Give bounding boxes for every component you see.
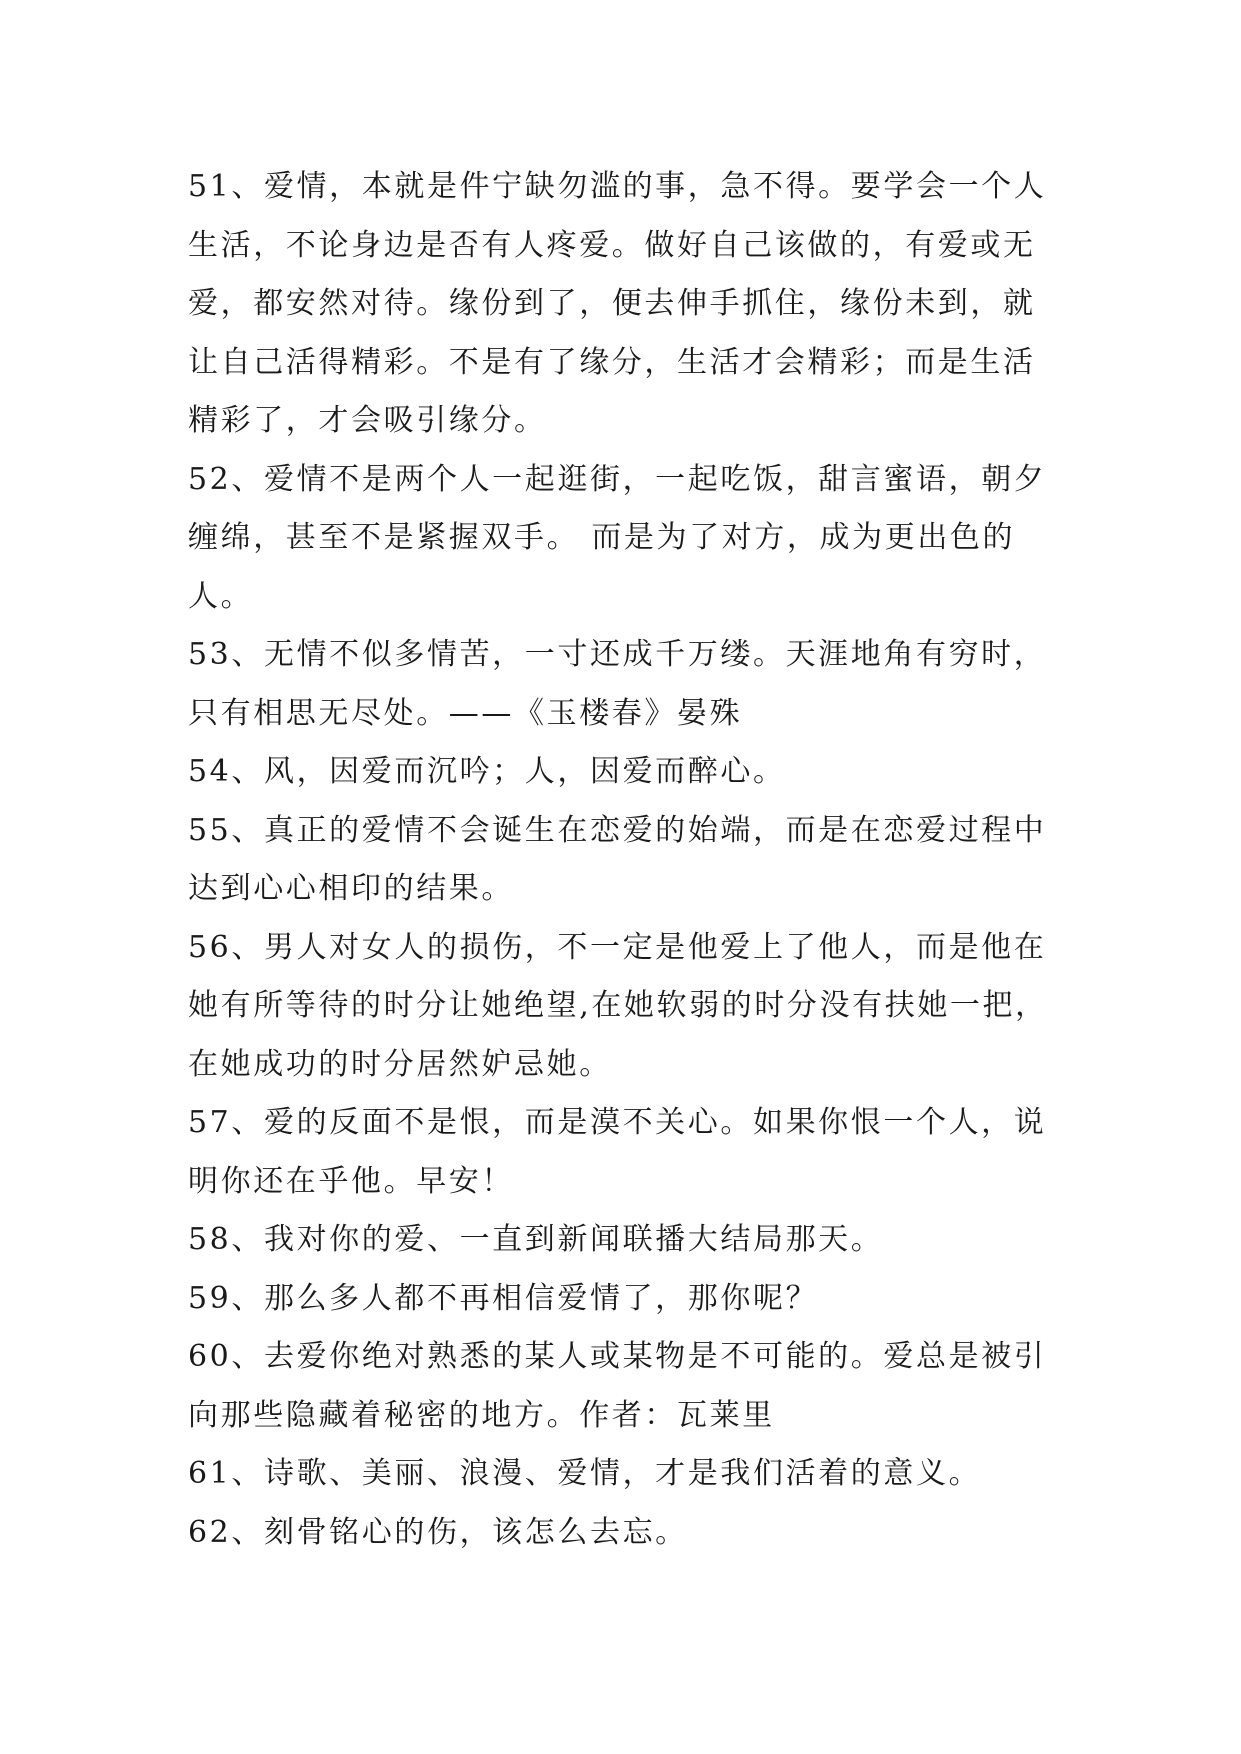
text-line: 向那些隐藏着秘密的地方。作者：瓦莱里	[188, 1397, 775, 1433]
text-line: 缠绵，甚至不是紧握双手。 而是为了对方，成为更出色的	[188, 520, 1016, 555]
entry-57	[188, 1094, 1068, 1211]
text-line: 人。	[188, 578, 254, 614]
document-body	[188, 158, 1068, 1562]
text-line: 52、爱情不是两个人一起逛街，一起吃饭，甜言蜜语，朝夕	[188, 461, 1047, 497]
text-line: 54、风，因爱而沉吟；人，因爱而醉心。	[188, 754, 786, 789]
entry-62	[188, 1504, 1068, 1563]
text-line: 爱，都安然对待。缘份到了，便去伸手抓住，缘份未到，就	[188, 286, 1036, 321]
entry-60	[188, 1328, 1068, 1445]
text-line: 55、真正的爱情不会诞生在恋爱的始端，而是在恋爱过程中	[188, 812, 1047, 848]
text-line: 在她成功的时分居然妒忌她。	[188, 1046, 612, 1082]
text-line: 56、男人对女人的损伤，不一定是他爱上了他人，而是他在	[188, 929, 1047, 965]
entry-53	[188, 626, 1068, 743]
entry-51	[188, 158, 1068, 451]
text-line: 只有相思无尽处。——《玉楼春》晏殊	[188, 695, 743, 731]
text-line: 62、刻骨铭心的伤，该怎么去忘。	[188, 1514, 688, 1550]
text-line: 60、去爱你绝对熟悉的某人或某物是不可能的。爱总是被引	[188, 1339, 1047, 1374]
text-line: 达到心心相印的结果。	[188, 871, 514, 906]
text-line: 59、那么多人都不再相信爱情了，那你呢？	[188, 1280, 819, 1316]
text-line: 精彩了，才会吸引缘分。	[188, 403, 547, 438]
entry-61	[188, 1445, 1068, 1504]
text-line: 53、无情不似多情苦，一寸还成千万缕。天涯地角有穷时，	[188, 637, 1047, 672]
text-line: 生活，不论身边是否有人疼爱。做好自己该做的，有爱或无	[188, 227, 1036, 263]
entry-54	[188, 743, 1068, 802]
text-line: 51、爱情，本就是件宁缺勿滥的事，急不得。要学会一个人	[188, 169, 1047, 204]
entry-56	[188, 919, 1068, 1095]
text-line: 她有所等待的时分让她绝望,在她软弱的时分没有扶她一把，	[188, 988, 1048, 1023]
text-line: 明你还在乎他。早安！	[188, 1163, 514, 1199]
entry-52	[188, 451, 1068, 627]
text-line: 61、诗歌、美丽、浪漫、爱情，才是我们活着的意义。	[188, 1456, 982, 1491]
text-line: 57、爱的反面不是恨，而是漠不关心。如果你恨一个人，说	[188, 1105, 1047, 1140]
entry-59	[188, 1270, 1068, 1329]
entry-55	[188, 802, 1068, 919]
text-line: 58、我对你的爱、一直到新闻联播大结局那天。	[188, 1222, 884, 1257]
text-line: 让自己活得精彩。不是有了缘分，生活才会精彩；而是生活	[188, 344, 1036, 380]
entry-58	[188, 1211, 1068, 1270]
